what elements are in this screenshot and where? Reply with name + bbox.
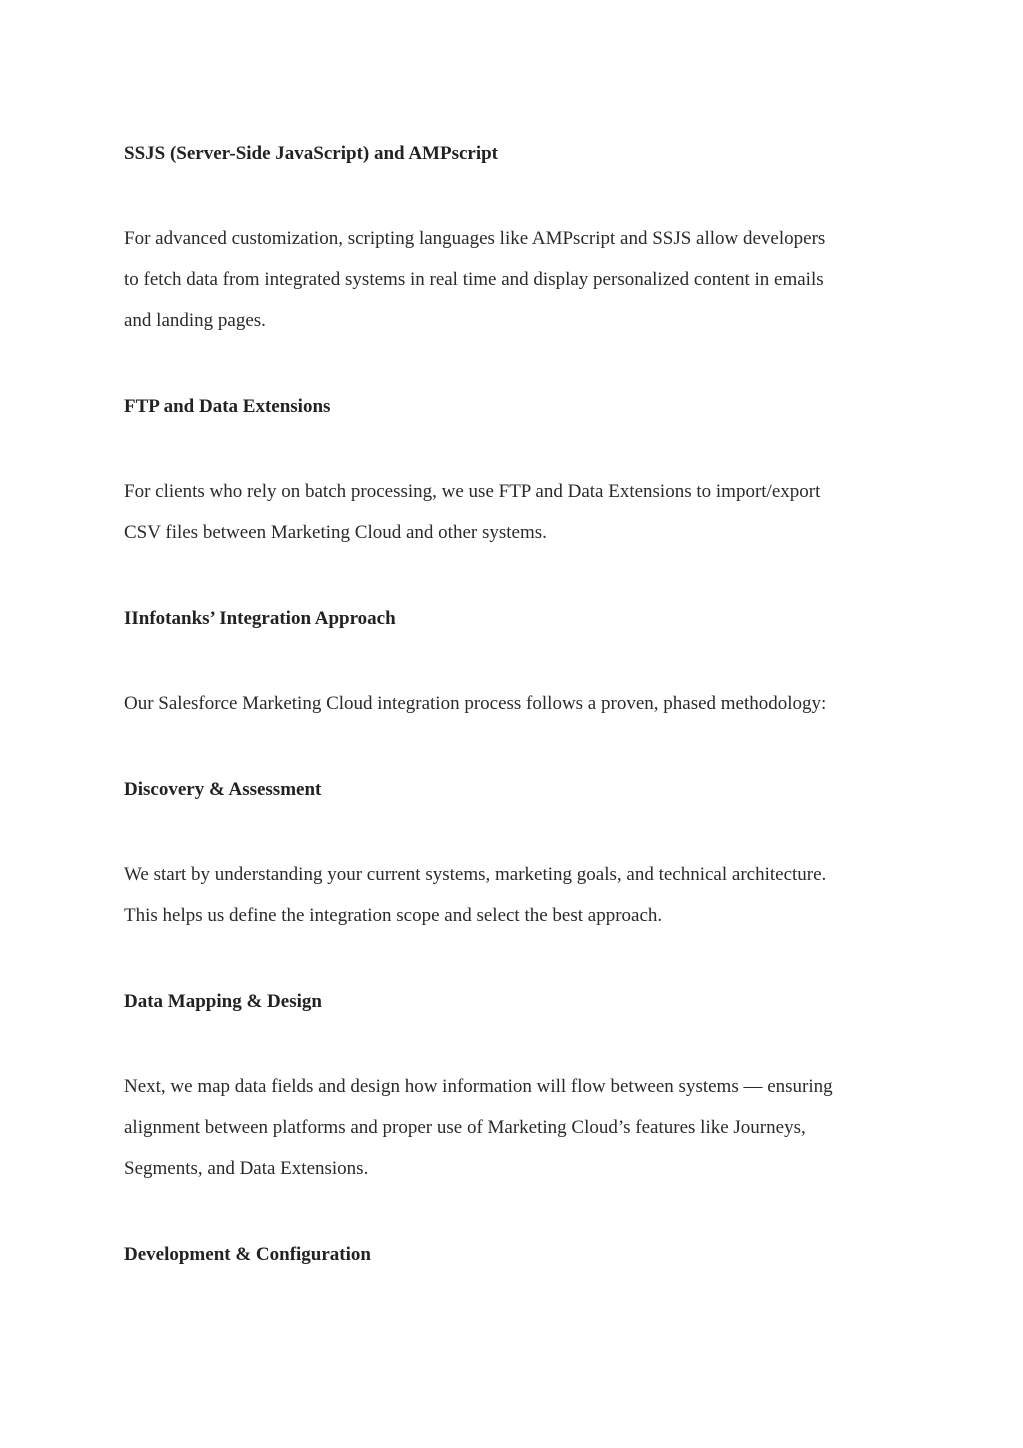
paragraph-line: Our Salesforce Marketing Cloud integration process follows a proven, phased methodology: bbox=[124, 693, 827, 714]
paragraph-line: alignment between platforms and proper use of Marketing Cloud’s features like Journeys, bbox=[124, 1117, 806, 1138]
paragraph-line: We start by understanding your current systems, marketing goals, and technical architecture. bbox=[124, 864, 827, 885]
section-heading-ftp-data-extensions: FTP and Data Extensions bbox=[124, 396, 331, 417]
paragraph-line: to fetch data from integrated systems in real time and display personalized content in emails bbox=[124, 269, 824, 290]
paragraph-line: This helps us define the integration scope and select the best approach. bbox=[124, 905, 663, 926]
section-heading-integration-approach: IInfotanks’ Integration Approach bbox=[124, 608, 396, 629]
paragraph-line: and landing pages. bbox=[124, 310, 266, 331]
paragraph-line: Next, we map data fields and design how information will flow between systems — ensuring bbox=[124, 1076, 833, 1097]
section-heading-ssjs-ampscript: SSJS (Server-Side JavaScript) and AMPscript bbox=[124, 143, 499, 164]
paragraph-line: Segments, and Data Extensions. bbox=[124, 1158, 369, 1179]
paragraph-line: For clients who rely on batch processing, we use FTP and Data Extensions to import/export bbox=[124, 481, 821, 502]
paragraph-line: For advanced customization, scripting languages like AMPscript and SSJS allow developers bbox=[124, 228, 826, 249]
section-heading-data-mapping-design: Data Mapping & Design bbox=[124, 991, 322, 1012]
paragraph-line: CSV files between Marketing Cloud and other systems. bbox=[124, 522, 547, 543]
section-heading-development-configuration: Development & Configuration bbox=[124, 1244, 371, 1265]
section-heading-discovery-assessment: Discovery & Assessment bbox=[124, 779, 322, 800]
